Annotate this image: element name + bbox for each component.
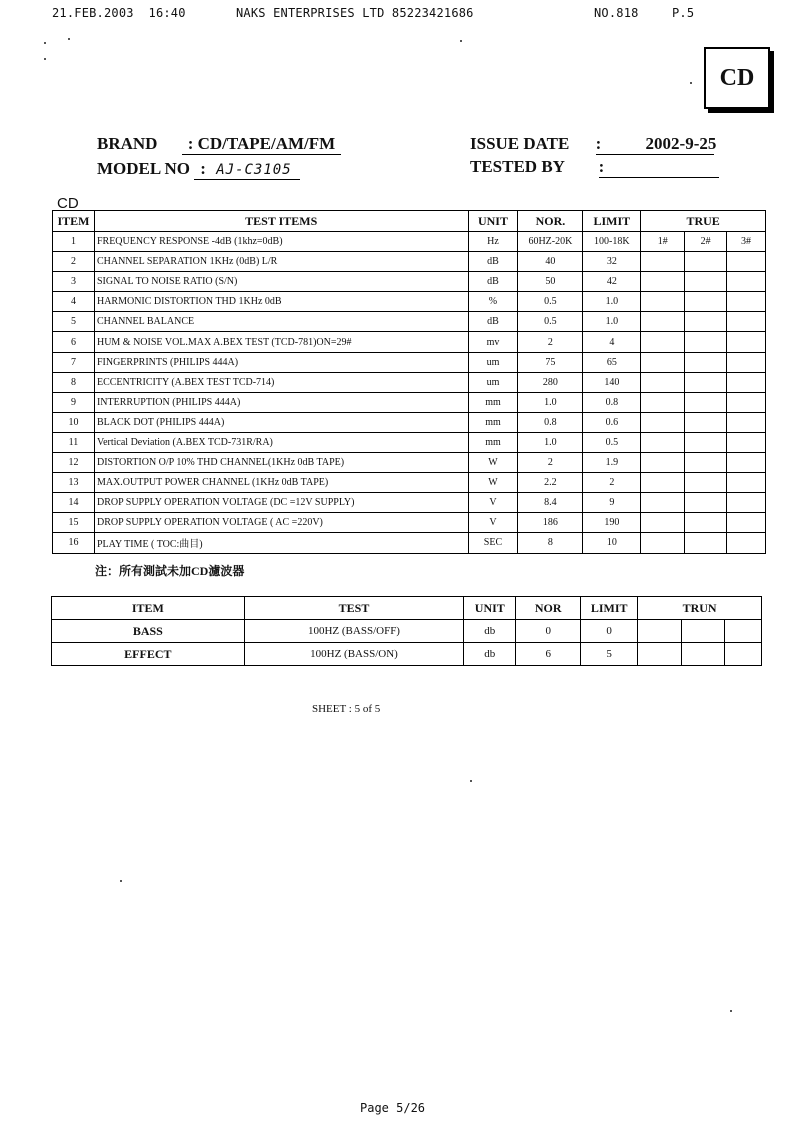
row-true-sample [727,372,766,392]
tone-row-unit: db [464,643,516,666]
tested-by-colon: : [598,157,605,176]
cd-test-table [52,210,766,554]
row-test-item: SIGNAL TO NOISE RATIO (S/N) [94,272,468,292]
row-number: 1 [53,232,95,252]
row-unit: SEC [468,533,518,553]
row-limit: 10 [583,533,641,553]
cd-table-body [53,232,766,554]
issue-date-label: ISSUE DATE [470,134,570,153]
model-value-field [194,159,299,180]
table-row [53,453,766,473]
row-nor: 280 [518,372,583,392]
brand-row [97,134,341,155]
col-header-test-items: TEST ITEMS [94,211,468,232]
table-row [53,412,766,432]
row-number: 13 [53,473,95,493]
tone-row-unit: db [464,620,516,643]
row-true-sample [641,392,685,412]
table-row [52,643,762,666]
row-true-sample [727,473,766,493]
row-true-sample [685,493,727,513]
row-true-sample [727,332,766,352]
table-row [53,392,766,412]
row-true-sample [685,352,727,372]
issue-date-value: 2002-9-25 [645,134,717,153]
col-header-nor: NOR. [518,211,583,232]
scan-speck [44,42,46,44]
fax-number: NO.818 [594,6,639,20]
row-true-sample [641,473,685,493]
row-unit: V [468,513,518,533]
row-test-item: HUM & NOISE VOL.MAX A.BEX TEST (TCD-781)ON=29# [94,332,468,352]
row-true-sample [685,533,727,553]
page-footer: Page 5/26 [360,1101,426,1115]
row-number: 16 [53,533,95,553]
tested-by-field [599,157,719,178]
row-true-sample [641,312,685,332]
tone-col-limit: LIMIT [581,597,638,620]
row-nor: 75 [518,352,583,372]
row-true-sample: 3# [727,232,766,252]
row-test-item: DISTORTION O/P 10% THD CHANNEL(1KHz 0dB TAPE) [94,453,468,473]
row-true-sample [641,292,685,312]
row-true-sample [727,272,766,292]
tone-row-test: 100HZ (BASS/ON) [244,643,464,666]
row-nor: 0.5 [518,312,583,332]
scan-speck [730,1010,732,1012]
tone-row-test: 100HZ (BASS/OFF) [244,620,464,643]
row-number: 12 [53,453,95,473]
row-nor: 8 [518,533,583,553]
row-nor: 50 [518,272,583,292]
row-true-sample [727,392,766,412]
scan-speck [470,780,472,782]
issue-date-field [595,134,717,155]
col-header-limit: LIMIT [583,211,641,232]
row-number: 7 [53,352,95,372]
tone-col-item: ITEM [52,597,245,620]
model-label: MODEL NO [97,159,191,178]
row-true-sample [641,493,685,513]
row-test-item: FINGERPRINTS (PHILIPS 444A) [94,352,468,372]
row-true-sample [685,312,727,332]
corner-cd-label: CD [704,47,770,109]
brand-label: BRAND [97,134,158,153]
issue-date-colon: : [595,134,602,153]
row-nor: 8.4 [518,493,583,513]
issue-date-row [470,134,717,155]
row-true-sample [685,432,727,452]
row-true-sample [727,252,766,272]
row-true-sample [641,432,685,452]
fax-sender: NAKS ENTERPRISES LTD 85223421686 [236,6,474,20]
row-nor: 60HZ-20K [518,232,583,252]
brand-value: : CD/TAPE/AM/FM [182,134,341,155]
row-true-sample [641,352,685,372]
row-true-sample [685,272,727,292]
row-number: 11 [53,432,95,452]
row-limit: 42 [583,272,641,292]
model-colon: : [200,159,206,178]
col-header-unit: UNIT [468,211,518,232]
row-true-sample [641,332,685,352]
row-limit: 65 [583,352,641,372]
row-true-sample [641,513,685,533]
tone-table-body [52,620,762,666]
row-limit: 0.5 [583,432,641,452]
row-true-sample [685,453,727,473]
row-true-sample [727,453,766,473]
table-row [52,620,762,643]
tone-row-nor: 6 [516,643,581,666]
sheet-number: SHEET : 5 of 5 [312,703,381,715]
row-true-sample [727,352,766,372]
tone-row-limit: 5 [581,643,638,666]
tone-row-item: BASS [52,620,245,643]
row-true-sample: 2# [685,232,727,252]
row-unit: W [468,453,518,473]
row-nor: 0.8 [518,412,583,432]
row-true-sample [727,292,766,312]
table-row [53,352,766,372]
row-number: 10 [53,412,95,432]
row-true-sample [641,372,685,392]
tone-col-unit: UNIT [464,597,516,620]
row-true-sample [727,533,766,553]
model-row [97,159,300,180]
row-limit: 1.9 [583,453,641,473]
row-true-sample [727,432,766,452]
row-true-sample [685,332,727,352]
scan-speck [68,38,70,40]
table-row [53,312,766,332]
table-row [53,432,766,452]
row-number: 2 [53,252,95,272]
row-nor: 2.2 [518,473,583,493]
row-true-sample [641,453,685,473]
row-nor: 186 [518,513,583,533]
row-limit: 1.0 [583,292,641,312]
row-true-sample [685,412,727,432]
row-unit: % [468,292,518,312]
table-row [53,372,766,392]
tone-row-trun-sample [724,620,761,643]
tone-header-row [52,597,762,620]
row-unit: dB [468,272,518,292]
row-test-item: MAX.OUTPUT POWER CHANNEL (1KHz 0dB TAPE) [94,473,468,493]
row-test-item: DROP SUPPLY OPERATION VOLTAGE (DC =12V SUPPLY) [94,493,468,513]
row-true-sample [641,272,685,292]
row-test-item: CHANNEL SEPARATION 1KHz (0dB) L/R [94,252,468,272]
row-true-sample: 1# [641,232,685,252]
table-row [53,232,766,252]
table-row [53,272,766,292]
row-nor: 1.0 [518,432,583,452]
row-test-item: FREQUENCY RESPONSE -4dB (1khz=0dB) [94,232,468,252]
row-limit: 2 [583,473,641,493]
table-row [53,533,766,553]
tone-row-trun-sample [638,620,682,643]
fax-datetime: 21.FEB.2003 16:40 [52,6,186,20]
tone-row-item: EFFECT [52,643,245,666]
tone-row-trun-sample [682,643,725,666]
row-number: 5 [53,312,95,332]
row-test-item: HARMONIC DISTORTION THD 1KHz 0dB [94,292,468,312]
row-true-sample [685,392,727,412]
tone-row-trun-sample [682,620,725,643]
row-test-item: PLAY TIME ( TOC:曲目) [94,533,468,553]
table-row [53,473,766,493]
row-number: 6 [53,332,95,352]
tone-col-nor: NOR [516,597,581,620]
tone-row-nor: 0 [516,620,581,643]
scan-speck [690,82,692,84]
row-nor: 0.5 [518,292,583,312]
scan-speck [120,880,122,882]
table-row [53,513,766,533]
row-test-item: INTERRUPTION (PHILIPS 444A) [94,392,468,412]
tone-row-trun-sample [638,643,682,666]
filter-note: 注：所有測試未加CD濾波器 [95,564,245,578]
row-unit: mm [468,392,518,412]
tone-test-table [51,596,762,666]
scan-speck [44,58,46,60]
table-header-row [53,211,766,232]
row-unit: mm [468,432,518,452]
tested-by-label: TESTED BY [470,157,565,176]
row-limit: 4 [583,332,641,352]
row-limit: 190 [583,513,641,533]
scan-speck [460,40,462,42]
row-nor: 1.0 [518,392,583,412]
row-true-sample [641,252,685,272]
row-limit: 100-18K [583,232,641,252]
row-true-sample [685,252,727,272]
row-true-sample [685,513,727,533]
row-test-item: ECCENTRICITY (A.BEX TEST TCD-714) [94,372,468,392]
tone-row-limit: 0 [581,620,638,643]
row-true-sample [685,292,727,312]
row-true-sample [685,372,727,392]
row-number: 8 [53,372,95,392]
row-true-sample [727,412,766,432]
row-limit: 32 [583,252,641,272]
row-test-item: CHANNEL BALANCE [94,312,468,332]
row-true-sample [727,493,766,513]
row-limit: 0.6 [583,412,641,432]
table-row [53,252,766,272]
row-unit: um [468,372,518,392]
row-true-sample [727,513,766,533]
tone-row-trun-sample [724,643,761,666]
row-unit: um [468,352,518,372]
row-nor: 40 [518,252,583,272]
row-number: 14 [53,493,95,513]
section-label: CD [57,195,79,212]
table-row [53,292,766,312]
row-true-sample [685,473,727,493]
table-row [53,332,766,352]
row-test-item: Vertical Deviation (A.BEX TCD-731R/RA) [94,432,468,452]
fax-page: P.5 [672,6,695,20]
row-true-sample [727,312,766,332]
table-row [53,493,766,513]
row-unit: Hz [468,232,518,252]
row-test-item: DROP SUPPLY OPERATION VOLTAGE ( AC =220V) [94,513,468,533]
row-unit: mv [468,332,518,352]
row-unit: V [468,493,518,513]
row-unit: W [468,473,518,493]
col-header-true: TRUE [641,211,766,232]
row-unit: dB [468,312,518,332]
row-limit: 0.8 [583,392,641,412]
col-header-item: ITEM [53,211,95,232]
row-unit: dB [468,252,518,272]
row-true-sample [641,412,685,432]
row-nor: 2 [518,332,583,352]
tone-col-test: TEST [244,597,464,620]
tested-by-row [470,157,719,178]
tone-col-trun: TRUN [638,597,762,620]
row-test-item: BLACK DOT (PHILIPS 444A) [94,412,468,432]
row-true-sample [641,533,685,553]
row-number: 4 [53,292,95,312]
row-limit: 9 [583,493,641,513]
row-limit: 1.0 [583,312,641,332]
model-value: AJ-C3105 [216,162,292,178]
row-limit: 140 [583,372,641,392]
row-nor: 2 [518,453,583,473]
row-number: 3 [53,272,95,292]
row-unit: mm [468,412,518,432]
row-number: 9 [53,392,95,412]
row-number: 15 [53,513,95,533]
